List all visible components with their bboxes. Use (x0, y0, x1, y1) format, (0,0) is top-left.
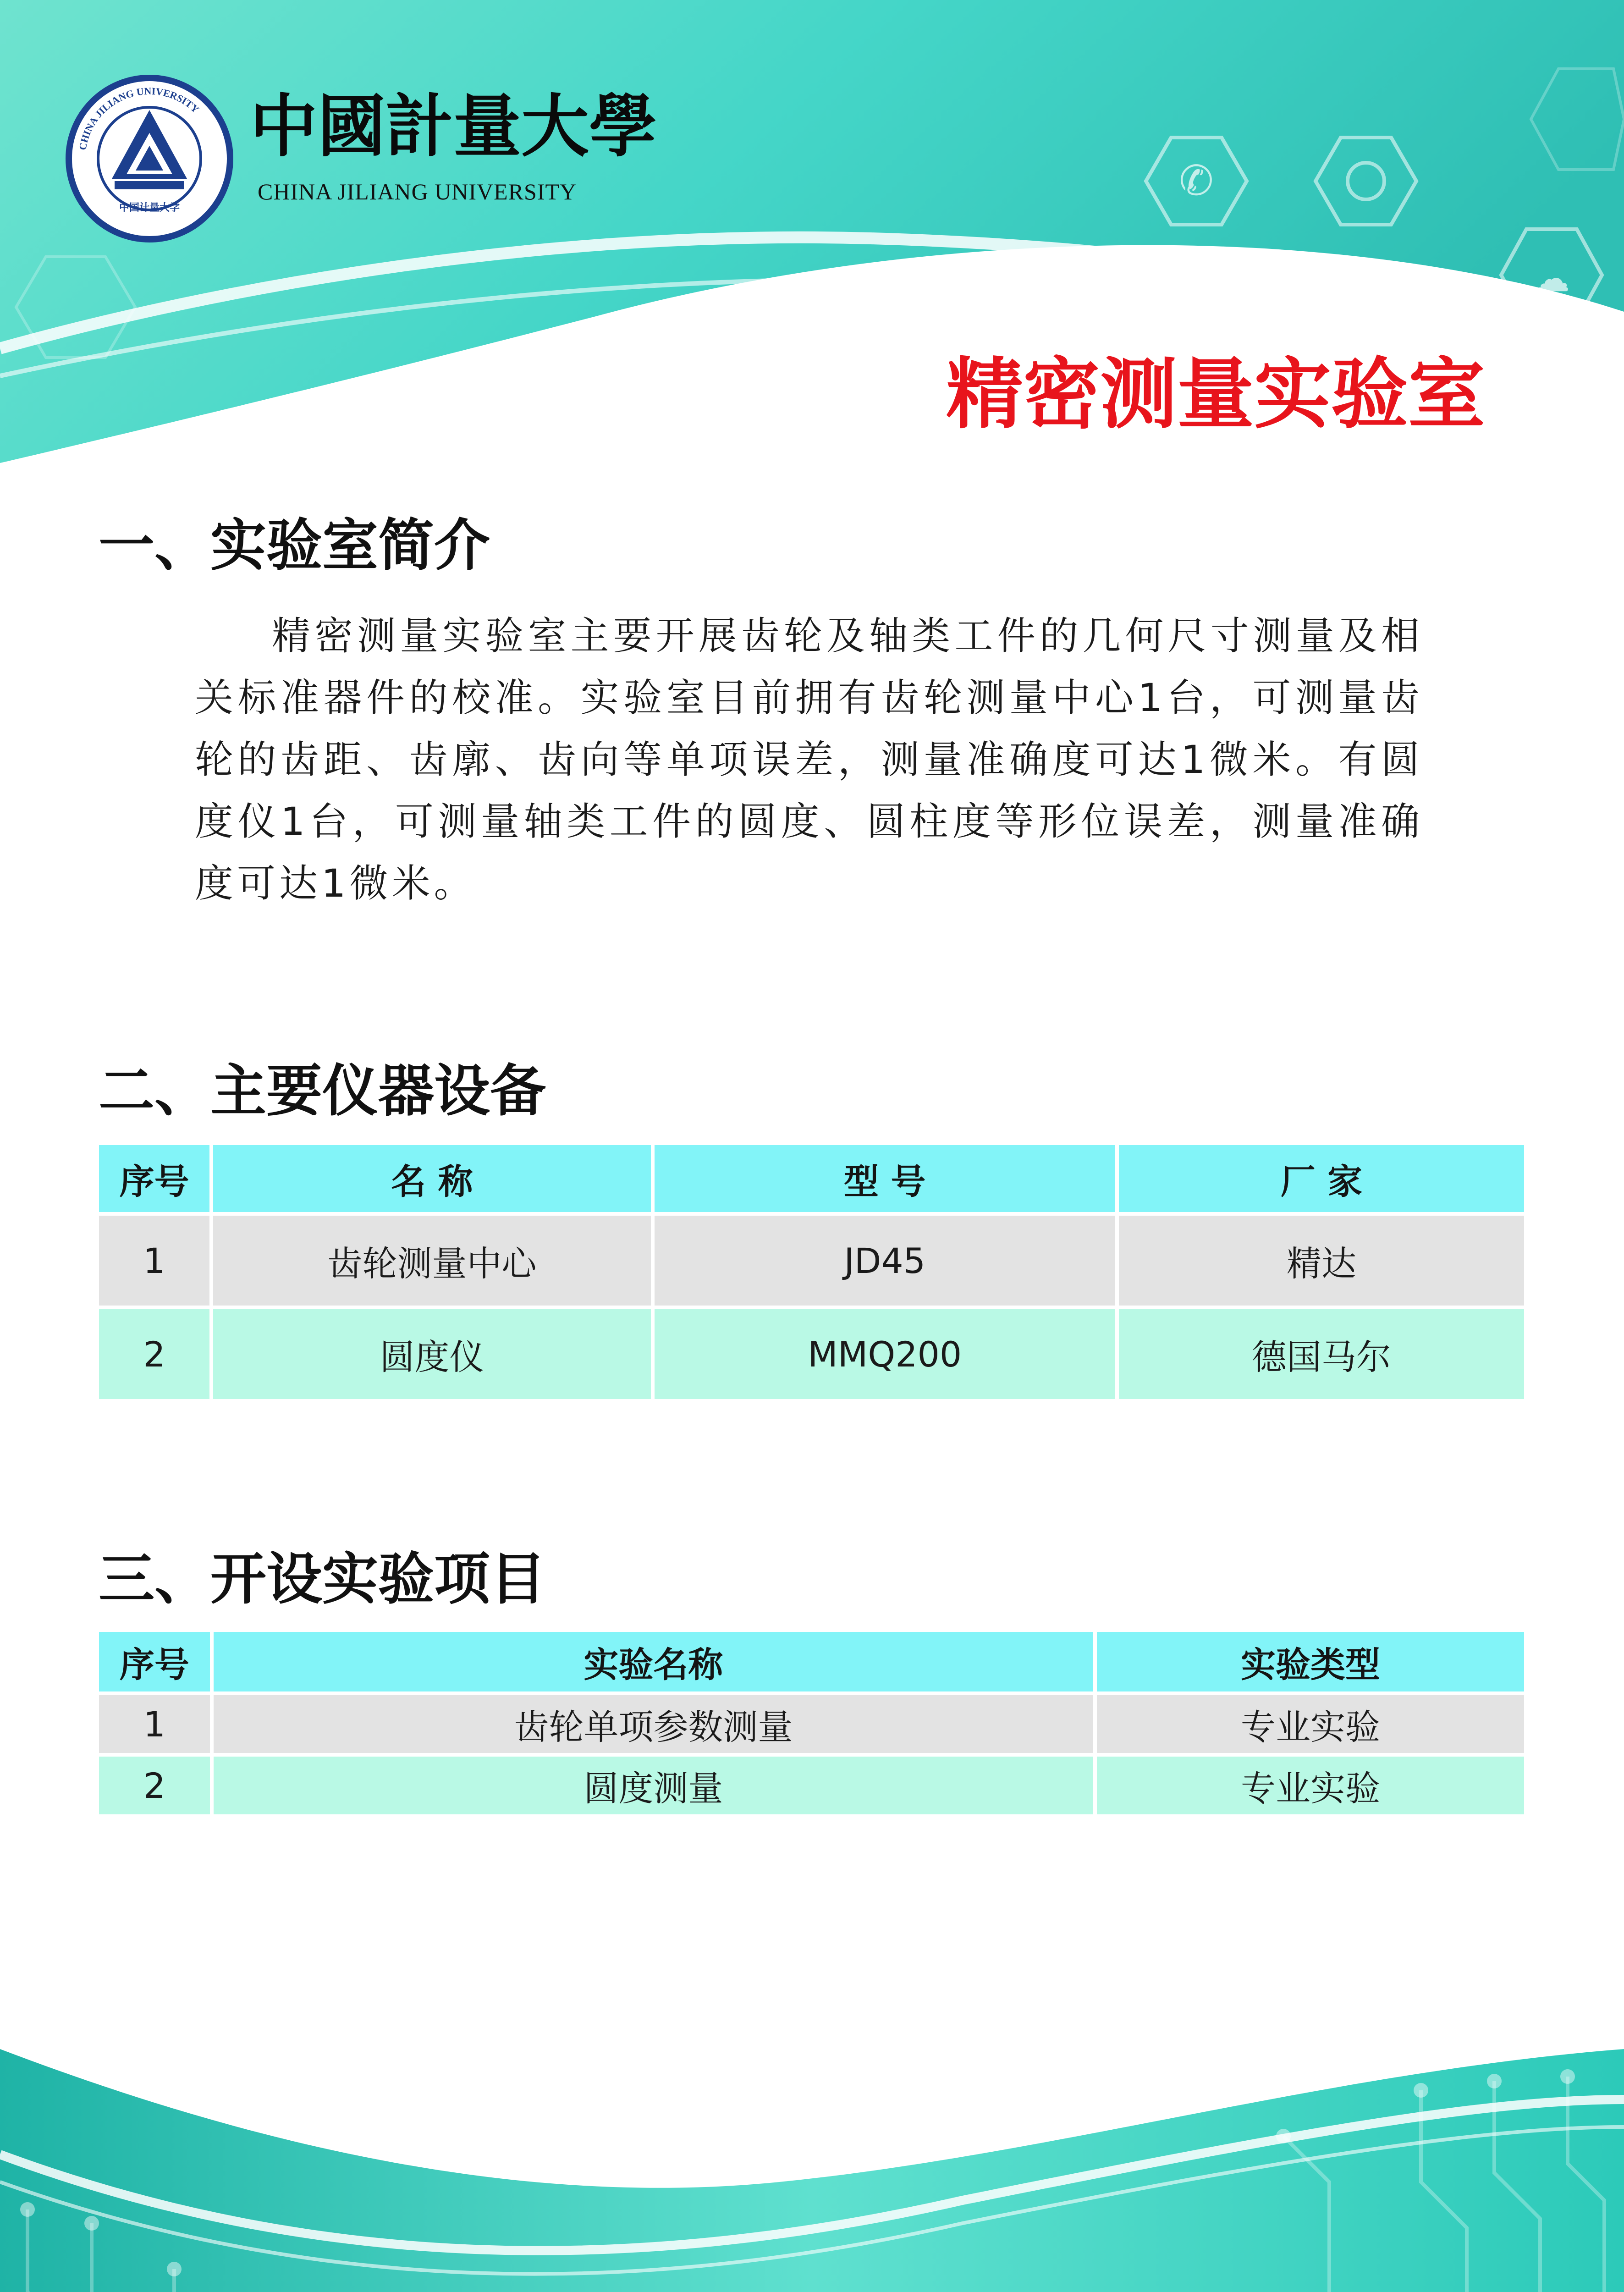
page-title: 精密测量实验室 (946, 349, 1485, 439)
university-name-en: CHINA JILIANG UNIVERSITY (258, 179, 577, 204)
phone-glyph: ✆ (1179, 157, 1214, 205)
table-cell: 齿轮单项参数测量 (214, 1695, 1093, 1753)
emblem-lettering (64, 73, 235, 244)
table-header-row (99, 1145, 1524, 1212)
experiments-heading: 三、开设实验项目 (99, 1547, 546, 1612)
header-cell: 序号 (99, 1145, 209, 1212)
header-cell: 型 号 (655, 1145, 1115, 1212)
table-row (99, 1309, 1524, 1399)
table-cell: 1 (99, 1695, 210, 1753)
table-cell: MMQ200 (655, 1309, 1115, 1399)
table-cell: 圆度仪 (213, 1309, 651, 1399)
intro-heading: 一、实验室简介 (99, 513, 490, 578)
header-cell: 实验类型 (1097, 1632, 1524, 1691)
table-cell: 圆度测量 (214, 1757, 1093, 1814)
header-cell: 名 称 (213, 1145, 651, 1212)
cloud-glyph: ☁ (1533, 257, 1570, 300)
table-row (99, 1216, 1524, 1306)
table-cell: 精达 (1119, 1216, 1524, 1306)
equipment-table (95, 1141, 1528, 1403)
table-row (99, 1757, 1524, 1814)
emblem-inner-text: 中国计量大学 (119, 202, 180, 214)
table-header-row (99, 1632, 1524, 1691)
experiments-table (95, 1628, 1528, 1818)
university-name-cn: 中國計量大學 (250, 86, 657, 166)
table-cell: 2 (99, 1757, 210, 1814)
table-cell: 2 (99, 1309, 209, 1399)
table-cell: JD45 (655, 1216, 1115, 1306)
table-cell: 专业实验 (1097, 1695, 1524, 1753)
table-cell: 德国马尔 (1119, 1309, 1524, 1399)
table-cell: 1 (99, 1216, 209, 1306)
table-cell: 专业实验 (1097, 1757, 1524, 1814)
table-cell: 齿轮测量中心 (213, 1216, 651, 1306)
intro-paragraph: 精密测量实验室主要开展齿轮及轴类工件的几何尺寸测量及相关标准器件的校准。实验室目前拥有齿轮测量中心1台，可测量齿轮的齿距、齿廓、齿向等单项误差，测量准确度可达1微米。有圆度仪1台，可测量轴类工件的圆度、圆柱度等形位误差，测量准确度可达1微米。 (195, 613, 1423, 906)
header-cell: 序号 (99, 1632, 210, 1691)
table-row (99, 1695, 1524, 1753)
header-cell: 厂 家 (1119, 1145, 1524, 1212)
svg-text:CHINA JILIANG UNIVERSITY (77, 85, 201, 151)
equipment-heading: 二、主要仪器设备 (99, 1058, 546, 1124)
emblem-ring-text: CHINA JILIANG UNIVERSITY (77, 85, 202, 151)
header-cell: 实验名称 (214, 1632, 1093, 1691)
bottom-wave-band (0, 2049, 1624, 2292)
